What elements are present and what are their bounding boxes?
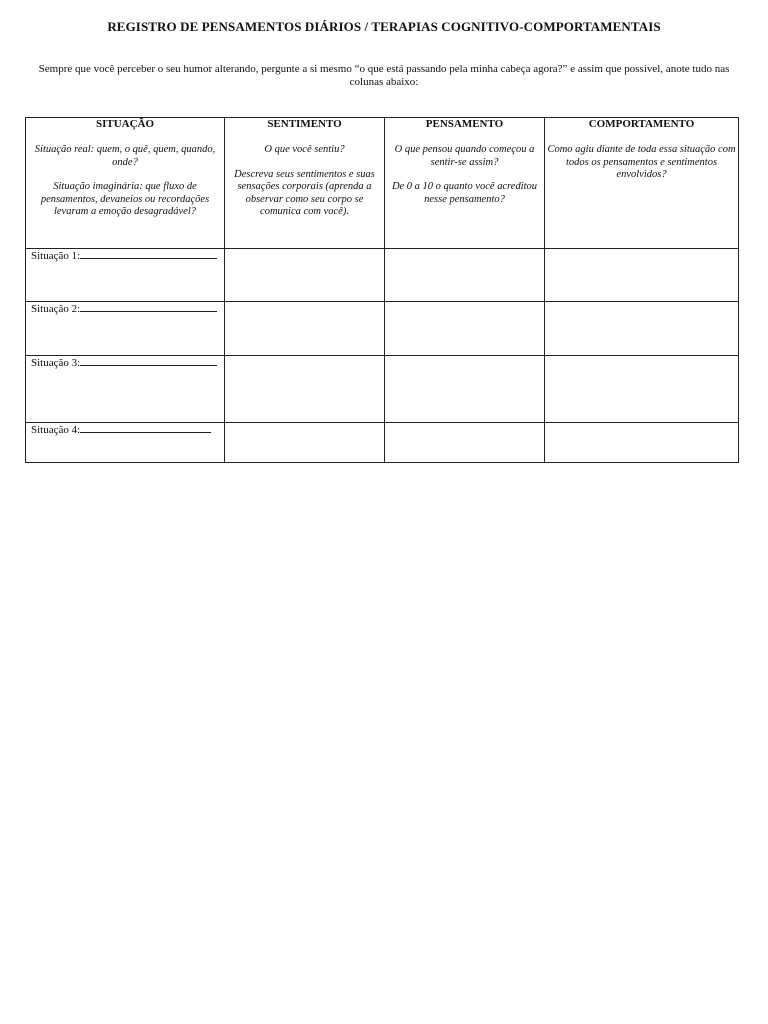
column-description: Descreva seus sentimentos e suas sensações corporais (aprenda a observar como seu corpo se comunica com você). [234, 168, 375, 217]
fill-in-line[interactable] [80, 249, 217, 259]
table-row [26, 356, 739, 423]
table-row [26, 302, 739, 356]
column-description: Como agiu diante de toda essa situação com todos os pensamentos e sentimentos envolvidos? [547, 144, 736, 180]
column-description: Situação real: quem, o quê, quem, quando, onde? [34, 144, 216, 168]
table-row [26, 249, 739, 302]
pensamento-cell[interactable] [385, 249, 545, 302]
table-header-row [26, 118, 739, 249]
comportamento-cell[interactable] [545, 356, 739, 423]
pensamento-cell[interactable] [385, 423, 545, 463]
situacao-cell[interactable] [26, 423, 225, 463]
fill-in-line[interactable] [80, 356, 217, 366]
column-description: De 0 a 10 o quanto você acreditou nesse pensamento? [391, 181, 538, 205]
sentimento-cell[interactable] [225, 302, 385, 356]
fill-in-line[interactable] [80, 423, 211, 433]
table-row [26, 423, 739, 463]
row-label: Situação 4: [31, 424, 81, 436]
situacao-cell[interactable] [26, 356, 225, 423]
column-title: COMPORTAMENTO [588, 118, 695, 130]
instructions-text: Sempre que você perceber o seu humor alterando, pergunte a si mesmo “o que está passando pela minha cabeça agora?” e assim que possível, anote tudo nas colunas abaixo: [38, 63, 730, 88]
column-description: O que pensou quando começou a sentir-se assim? [394, 144, 535, 168]
situacao-cell[interactable] [26, 249, 225, 302]
column-header-pensamento [385, 118, 545, 249]
row-label: Situação 1: [31, 250, 81, 262]
column-header-sentimento [225, 118, 385, 249]
sentimento-cell[interactable] [225, 249, 385, 302]
pensamento-cell[interactable] [385, 302, 545, 356]
thought-record-table [25, 117, 739, 463]
column-header-situacao [26, 118, 225, 249]
column-description: O que você sentiu? [264, 144, 345, 155]
column-description: Situação imaginária: que fluxo de pensamentos, devaneios ou recordações levaram a emoção desagradável? [40, 181, 210, 217]
column-title: SITUAÇÃO [95, 118, 155, 130]
column-title: PENSAMENTO [425, 118, 504, 130]
comportamento-cell[interactable] [545, 423, 739, 463]
column-title: SENTIMENTO [267, 118, 342, 130]
fill-in-line[interactable] [80, 302, 217, 312]
sentimento-cell[interactable] [225, 423, 385, 463]
sentimento-cell[interactable] [225, 356, 385, 423]
comportamento-cell[interactable] [545, 249, 739, 302]
situacao-cell[interactable] [26, 302, 225, 356]
comportamento-cell[interactable] [545, 302, 739, 356]
page-title: REGISTRO DE PENSAMENTOS DIÁRIOS / TERAPIAS COGNITIVO-COMPORTAMENTAIS [107, 19, 661, 34]
pensamento-cell[interactable] [385, 356, 545, 423]
row-label: Situação 2: [31, 303, 81, 315]
row-label: Situação 3: [31, 357, 81, 369]
column-header-comportamento [545, 118, 739, 249]
